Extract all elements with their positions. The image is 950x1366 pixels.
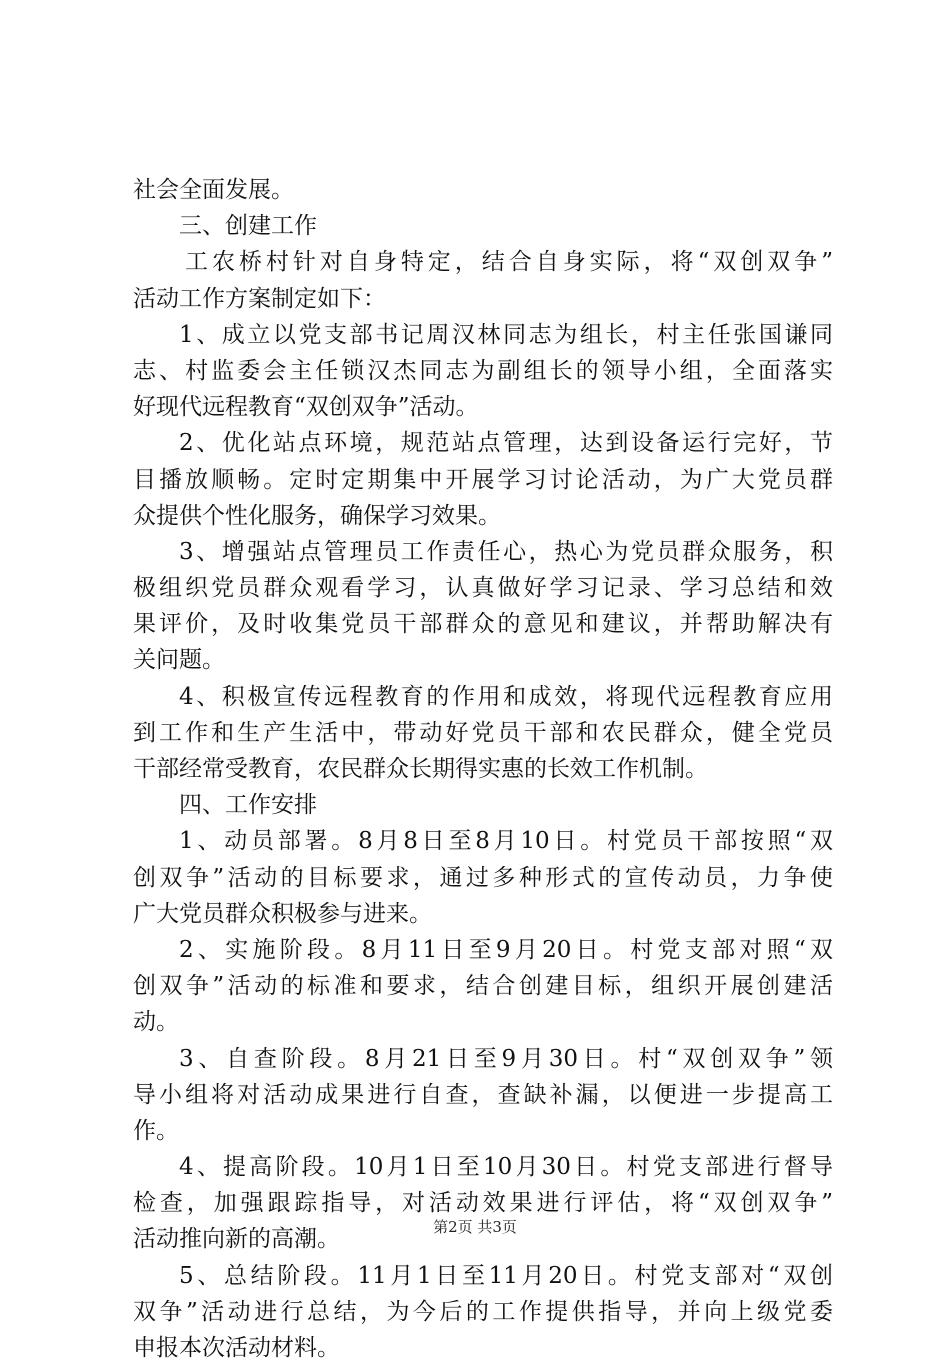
paragraph-line: 申报本次活动材料。 — [133, 1335, 340, 1361]
paragraph-line: 4、积极宣传远程教育的作用和成效，将现代远程教育应用 — [179, 683, 833, 710]
paragraph-line: 导小组将对活动成果进行自查，查缺补漏，以便进一步提高工 — [133, 1081, 833, 1108]
section-heading: 四、工作安排 — [179, 792, 317, 819]
paragraph-line: 果评价，及时收集党员干部群众的意见和建议，并帮助解决有 — [133, 611, 833, 638]
paragraph-line: 动。 — [133, 1009, 179, 1036]
paragraph-line: 目播放顺畅。定时定期集中开展学习讨论活动，为广大党员群 — [133, 466, 833, 493]
page-number-footer: 第2页 共3页 — [433, 1218, 517, 1236]
paragraph-line: 1、成立以党支部书记周汉林同志为组长，村主任张国谦同 — [179, 321, 833, 348]
paragraph-line: 广大党员群众积极参与进来。 — [133, 900, 432, 927]
paragraph-line: 3、自查阶段。8月21日至9月30日。村“双创双争”领 — [179, 1045, 833, 1072]
paragraph-line: 检查，加强跟踪指导，对活动效果进行评估，将“双创双争” — [133, 1190, 833, 1217]
paragraph-line: 3、增强站点管理员工作责任心，热心为党员群众服务，积 — [179, 538, 833, 565]
paragraph-line: 双争”活动进行总结，为今后的工作提供指导，并向上级党委 — [133, 1298, 833, 1325]
paragraph-line: 关问题。 — [133, 647, 225, 674]
paragraph-line: 极组织党员群众观看学习，认真做好学习记录、学习总结和效 — [133, 575, 833, 602]
paragraph-line: 工农桥村针对自身特定，结合自身实际，将“双创双争” — [185, 249, 833, 276]
paragraph-line: 众提供个性化服务，确保学习效果。 — [133, 502, 501, 529]
paragraph-line: 创双争”活动的目标要求，通过多种形式的宣传动员，力争使 — [133, 864, 833, 891]
paragraph-line: 创双争”活动的标准和要求，结合创建目标，组织开展创建活 — [133, 973, 833, 1000]
paragraph-line: 活动推向新的高潮。 — [133, 1226, 340, 1253]
paragraph-line: 社会全面发展。 — [133, 177, 294, 203]
paragraph-line: 到工作和生产生活中，带动好党员干部和农民群众，健全党员 — [133, 719, 833, 746]
paragraph-line: 活动工作方案制定如下： — [133, 285, 386, 312]
paragraph-line: 4、提高阶段。10月1日至10月30日。村党支部进行督导 — [179, 1154, 833, 1181]
section-heading: 三、创建工作 — [179, 213, 317, 240]
paragraph-line: 2、实施阶段。8月11日至9月20日。村党支部对照“双 — [179, 936, 833, 963]
paragraph-line: 好现代远程教育“双创双争”活动。 — [133, 394, 479, 421]
document-body — [133, 172, 833, 1366]
paragraph-line: 干部经常受教育，农民群众长期得实惠的长效工作机制。 — [133, 756, 708, 782]
paragraph-line: 5、总结阶段。11月1日至11月20日。村党支部对“双创 — [179, 1262, 833, 1289]
paragraph-line: 作。 — [133, 1117, 179, 1144]
paragraph-line: 志、村监委会主任锁汉杰同志为副组长的领导小组，全面落实 — [133, 357, 833, 384]
paragraph-line: 2、优化站点环境，规范站点管理，达到设备运行完好，节 — [179, 430, 833, 457]
paragraph-line: 1、动员部署。8月8日至8月10日。村党员干部按照“双 — [179, 828, 833, 855]
